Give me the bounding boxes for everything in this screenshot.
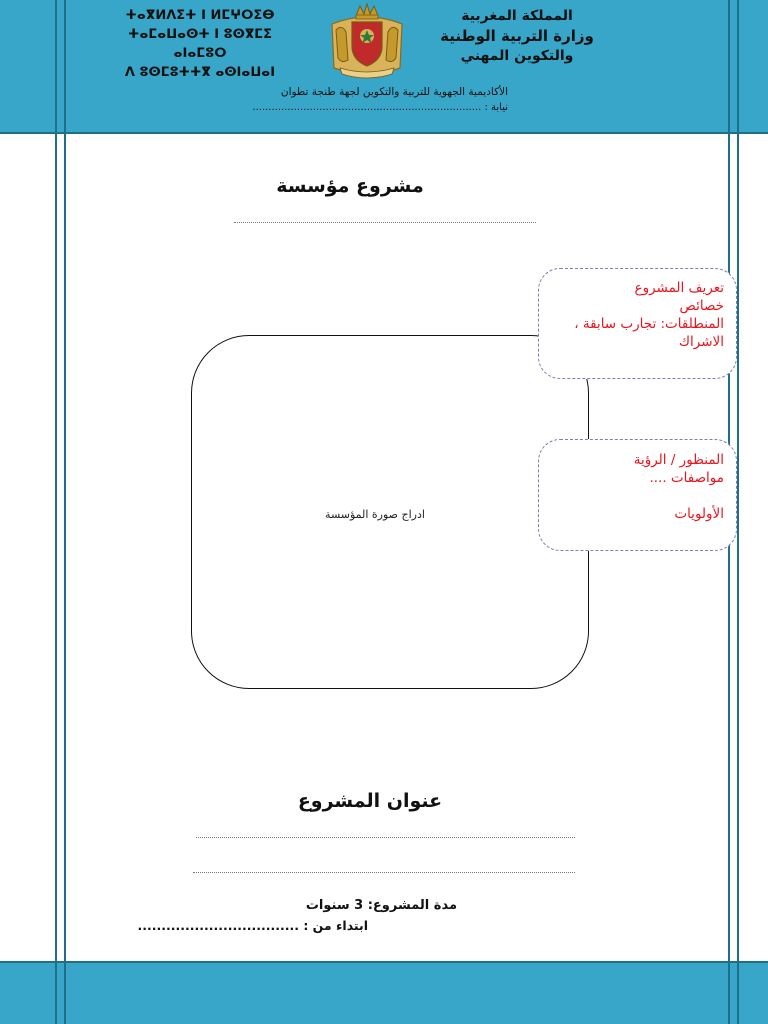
callout-vision-line-4: الأولويات bbox=[674, 506, 724, 522]
callout-project-definition bbox=[538, 268, 737, 379]
left-margin-panel bbox=[0, 133, 55, 962]
project-duration: مدة المشروع: 3 سنوات bbox=[305, 898, 457, 913]
callout-vision bbox=[538, 439, 737, 551]
frame-line-left-outer bbox=[55, 0, 57, 1024]
frame-line-right-outer bbox=[737, 0, 739, 1024]
directorate-line: نيابة : ........................................................................ bbox=[252, 102, 508, 113]
callout-definition-line-1: تعريف المشروع bbox=[634, 280, 724, 296]
bottom-band bbox=[0, 962, 768, 1024]
ministry-title: وزارة التربية الوطنية bbox=[440, 27, 594, 45]
callout-vision-line-3 bbox=[544, 487, 724, 505]
kingdom-title: المملكة المغربية bbox=[461, 8, 573, 24]
academy-line: الأكاديمية الجهوية للتربية والتكوين لجهة طنجة تطوان bbox=[280, 86, 508, 98]
right-margin-panel bbox=[738, 133, 768, 962]
tifinagh-line-3: ⴷ ⵓⵙⵎⵓⵜⵜⴳ ⴰⵙⵏⴰⵡⴰⵏ bbox=[124, 65, 276, 80]
project-title-label: عنوان المشروع bbox=[297, 790, 443, 812]
document-title: مشروع مؤسسة bbox=[276, 175, 424, 197]
callout-definition-line-2: خصائص bbox=[679, 298, 724, 314]
callout-definition-line-4: الاشراك bbox=[678, 334, 724, 350]
callout-vision-line-2: مواصفات .... bbox=[649, 470, 724, 486]
callout-definition-line-3: المنطلقات: تجارب سابقة ، bbox=[574, 316, 724, 332]
project-title-line-1[interactable] bbox=[196, 837, 575, 838]
project-start[interactable]: ابتداء من : .................................. bbox=[137, 918, 368, 933]
tifinagh-line-2: ⵜⴰⵎⴰⵡⴰⵙⵜ ⵏ ⵓⵙⴳⵎⵉ ⴰⵏⴰⵎⵓⵔ bbox=[127, 27, 273, 61]
ministry-subtitle: والتكوين المهني bbox=[460, 48, 574, 64]
frame-line-bottom bbox=[0, 961, 768, 963]
project-title-line-2[interactable] bbox=[193, 872, 575, 873]
header-arabic-titles bbox=[420, 6, 614, 66]
frame-line-top bbox=[0, 132, 768, 134]
header-tifinagh bbox=[110, 6, 290, 82]
royal-emblem bbox=[326, 2, 408, 80]
title-fill-line bbox=[234, 222, 536, 223]
tifinagh-line-1: ⵜⴰⴳⵍⴷⵉⵜ ⵏ ⵍⵎⵖⵔⵉⴱ bbox=[125, 8, 275, 23]
image-placeholder-label: ادراج صورة المؤسسة bbox=[325, 508, 425, 521]
frame-line-left-inner bbox=[64, 0, 66, 1024]
callout-vision-line-1: المنظور / الرؤية bbox=[633, 452, 724, 468]
